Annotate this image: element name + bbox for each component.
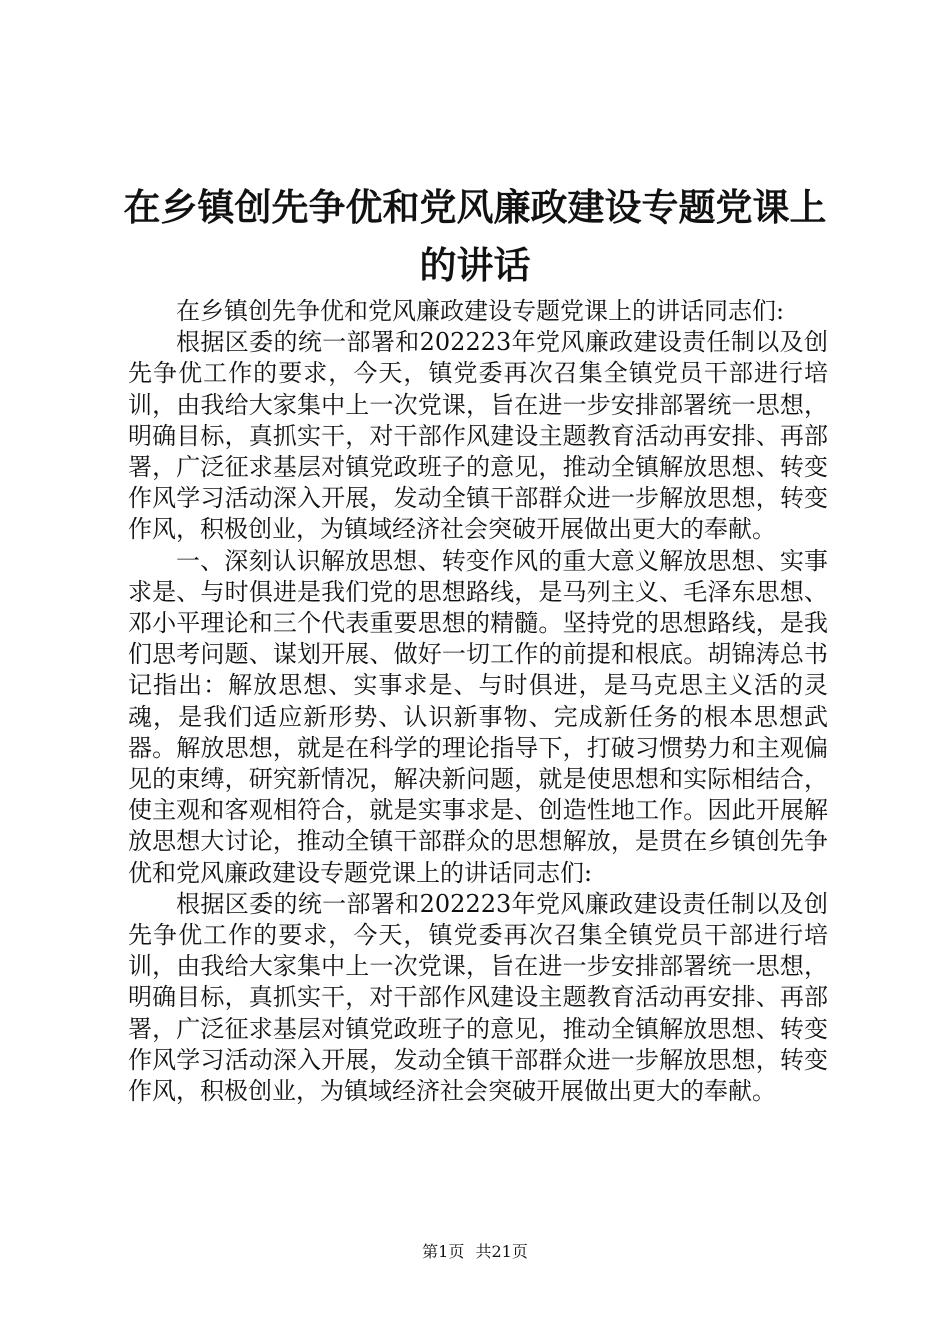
page-number-current: 第1页 <box>422 1242 465 1261</box>
document-body <box>128 296 828 1107</box>
paragraph-salutation: 在乡镇创先争优和党风廉政建设专题党课上的讲话同志们: <box>176 297 785 325</box>
paragraph-section-one: 一、深刻认识解放思想、转变作风的重大意义解放思想、实事求是、与时俱进是我们党的思想路线，是马列主义、毛泽东思想、邓小平理论和三个代表重要思想的精髓。坚持党的思想路线，是我们思考问题、谋划开展、做好一切工作的前提和根底。胡锦涛总书记指出：解放思想、实事求是、与时俱进，是马克思主义活的灵魂，是我们适应新形势、认识新事物、完成新任务的根本思想武器。解放思想，就是在科学的理论指导下，打破习惯势力和主观偏见的束缚，研究新情况，解决新问题，就是使思想和实际相结合，使主观和客观相符合，就是实事求是、创造性地工作。因此开展解放思想大讨论，推动全镇干部群众的思想解放，是贯在乡镇创先争优和党风廉政建设专题党课上的讲话同志们: <box>128 546 828 887</box>
paragraph-intro: 根据区委的统一部署和202223年党风廉政建设责任制以及创先争优工作的要求，今天，镇党委再次召集全镇党员干部进行培训，由我给大家集中上一次党课，旨在进一步安排部署统一思想，明确目标，真抓实干，对干部作风建设主题教育活动再安排、再部署，广泛征求基层对镇党政班子的意见，推动全镇解放思想、转变作风学习活动深入开展，发动全镇干部群众进一步解放思想，转变作风，积极创业，为镇域经济社会突破开展做出更大的奉献。 <box>128 328 828 544</box>
paragraph-repeat-intro: 根据区委的统一部署和202223年党风廉政建设责任制以及创先争优工作的要求，今天，镇党委再次召集全镇党员干部进行培训，由我给大家集中上一次党课，旨在进一步安排部署统一思想，明确目标，真抓实干，对干部作风建设主题教育活动再安排、再部署，广泛征求基层对镇党政班子的意见，推动全镇解放思想、转变作风学习活动深入开展，发动全镇干部群众进一步解放思想，转变作风，积极创业，为镇域经济社会突破开展做出更大的奉献。 <box>128 889 828 1106</box>
document-title: 在乡镇创先争优和党风廉政建设专题党课上的讲话 <box>123 185 827 287</box>
page-footer <box>0 1241 950 1263</box>
page-number-total: 共21页 <box>475 1242 528 1261</box>
